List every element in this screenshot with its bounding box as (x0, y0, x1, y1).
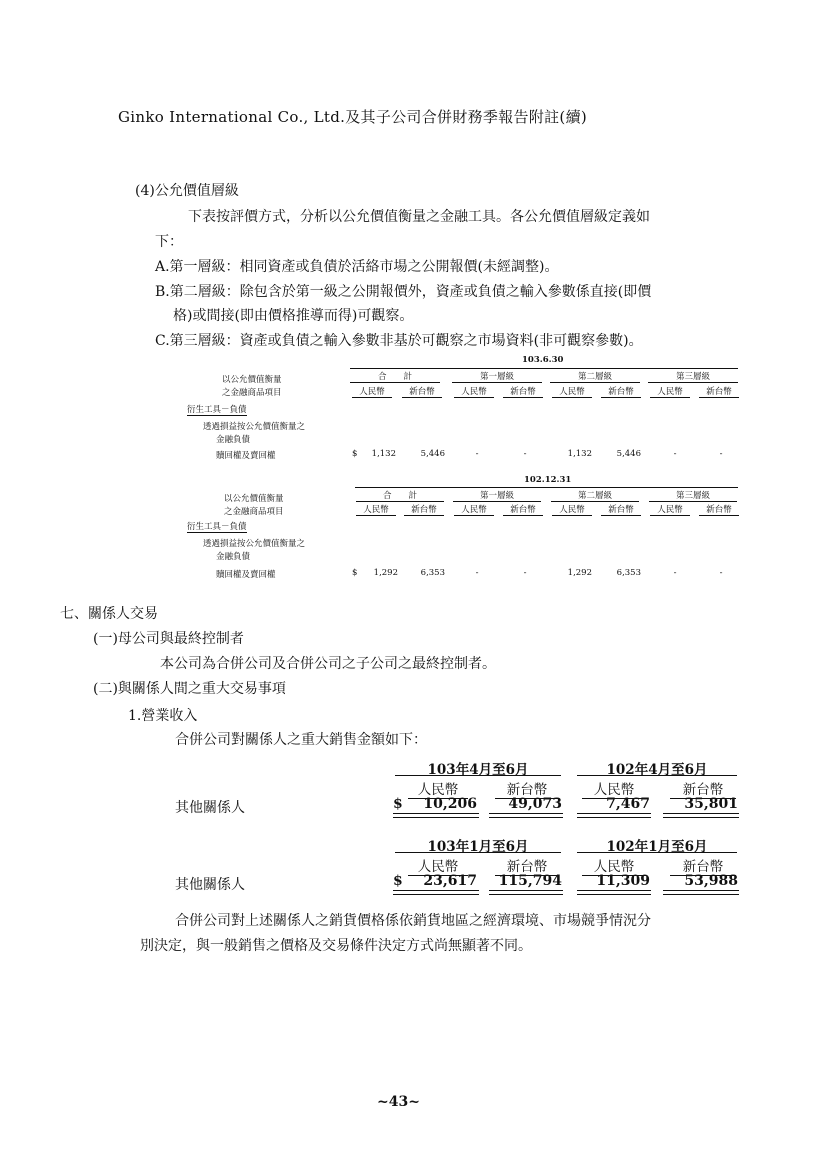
group-header: 第二層級 (577, 372, 612, 382)
period-header: 102年4月至6月 (606, 762, 708, 778)
currency-header: 人民幣 (352, 385, 392, 398)
table-cell: - (475, 449, 479, 459)
level-a-definition: A.第一層級：相同資產或負債於活絡市場之公開報價(未經調整)。 (155, 259, 559, 275)
table-cell: 5,446 (420, 449, 445, 459)
level-c-definition: C.第三層級：資產或負債之輸入參數非基於可觀察之市場資料(非可觀察參數)。 (155, 333, 643, 349)
table-cell: 6,353 (616, 568, 641, 578)
period-header: 103年1月至6月 (427, 839, 529, 855)
table-cell: - (719, 568, 723, 578)
dollar-sign: $ (352, 449, 358, 459)
currency-header: 人民幣 (650, 503, 690, 516)
group-header: 合 計 (377, 372, 412, 382)
subsection-1: (一)母公司與最終控制者 (93, 631, 244, 647)
row-header-1: 以公允價值衡量 (224, 494, 284, 504)
currency-header: 人民幣 (582, 855, 646, 876)
currency-header: 人民幣 (650, 385, 690, 398)
group-header: 合 計 (382, 491, 417, 501)
value-cell: 7,467 (606, 796, 650, 812)
table-cell: 6,353 (420, 568, 445, 578)
level-b-definition-2: 格)或間接(即由價格推導而得)可觀察。 (173, 308, 414, 324)
value-cell: 49,073 (508, 796, 562, 812)
item-label-1: 透過損益按公允價值衡量之 (203, 422, 306, 432)
item-label-1: 透過損益按公允價值衡量之 (203, 539, 306, 549)
currency-header: 人民幣 (552, 503, 592, 516)
item-label-2: 金融負債 (216, 435, 251, 445)
fair-value-intro-2: 下： (155, 234, 183, 250)
item-label-2: 金融負債 (216, 552, 251, 562)
currency-header: 新台幣 (404, 503, 444, 516)
row-header-1: 以公允價值衡量 (222, 375, 282, 385)
closing-text-2: 別決定，與一般銷售之價格及交易條件決定方式尚無顯著不同。 (140, 938, 532, 954)
dollar-sign: $ (352, 568, 358, 578)
table-cell: 1,132 (567, 449, 592, 459)
currency-header: 人民幣 (408, 778, 468, 799)
section-label: 衍生工具－負債 (187, 405, 247, 415)
currency-header: 新台幣 (699, 503, 739, 516)
row-header-2: 之金融商品項目 (222, 388, 282, 398)
currency-header: 新台幣 (495, 855, 559, 876)
item-label-3: 贖回權及賣回權 (216, 570, 276, 580)
currency-header: 人民幣 (454, 385, 494, 398)
section-label: 衍生工具－負債 (187, 522, 247, 532)
item-1-text: 合併公司對關係人之重大銷售金額如下： (175, 732, 427, 748)
currency-header: 人民幣 (454, 503, 494, 516)
period-header: 103年4月至6月 (427, 762, 529, 778)
currency-header: 人民幣 (582, 778, 646, 799)
currency-header: 人民幣 (408, 855, 468, 876)
group-header: 第一層級 (479, 372, 514, 382)
row-header-2: 之金融商品項目 (224, 507, 284, 517)
currency-header: 新台幣 (601, 503, 641, 516)
table-cell: 1,292 (567, 568, 592, 578)
section-heading: 七、關係人交易 (60, 606, 158, 622)
fair-value-intro-1: 下表按評價方式，分析以公允價值衡量之金融工具。各公允價值層級定義如 (188, 209, 650, 225)
table-cell: 1,292 (373, 568, 398, 578)
group-header: 第一層級 (479, 491, 514, 501)
currency-header: 新台幣 (601, 385, 641, 398)
group-header: 第二層級 (577, 491, 612, 501)
dollar-sign: $ (393, 796, 403, 812)
table-cell: 5,446 (616, 449, 641, 459)
item-1-heading: 1.營業收入 (128, 708, 198, 724)
currency-header: 新台幣 (670, 855, 736, 876)
table-cell: - (673, 568, 677, 578)
period-header: 102年1月至6月 (606, 839, 708, 855)
row-label: 其他關係人 (175, 800, 245, 816)
currency-header: 新台幣 (503, 385, 543, 398)
closing-text-1: 合併公司對上述關係人之銷貨價格係依銷貨地區之經濟環境、市場競爭情況分 (175, 913, 651, 929)
table-cell: - (475, 568, 479, 578)
table-cell: 1,132 (371, 449, 396, 459)
table-date: 103.6.30 (522, 355, 564, 365)
currency-header: 新台幣 (495, 778, 559, 799)
value-cell: 35,801 (684, 796, 738, 812)
dollar-sign: $ (393, 873, 403, 889)
subsection-2: (二)與關係人間之重大交易事項 (93, 681, 286, 697)
currency-header: 人民幣 (552, 385, 592, 398)
row-label: 其他關係人 (175, 877, 245, 893)
level-b-definition-1: B.第二層級：除包含於第一級之公開報價外，資產或負債之輸入參數係直接(即價 (155, 284, 652, 300)
group-header: 第三層級 (675, 372, 710, 382)
currency-header: 新台幣 (699, 385, 739, 398)
page-header: Ginko International Co., Ltd.及其子公司合併財務季報告附註(續) (118, 108, 588, 126)
currency-header: 新台幣 (503, 503, 543, 516)
table-cell: - (523, 568, 527, 578)
item-label-3: 贖回權及賣回權 (216, 451, 276, 461)
fair-value-heading: (4)公允價值層級 (135, 183, 239, 199)
value-cell: 11,309 (596, 873, 650, 889)
group-header: 第三層級 (675, 491, 710, 501)
page-number: ~43~ (377, 1094, 420, 1110)
table-date: 102.12.31 (524, 475, 572, 485)
subsection-1-text: 本公司為合併公司及合併公司之子公司之最終控制者。 (160, 656, 496, 672)
currency-header: 新台幣 (402, 385, 442, 398)
table-cell: - (523, 449, 527, 459)
value-cell: 23,617 (423, 873, 477, 889)
value-cell: 10,206 (423, 796, 477, 812)
currency-header: 人民幣 (356, 503, 396, 516)
table-cell: - (673, 449, 677, 459)
value-cell: 53,988 (684, 873, 738, 889)
currency-header: 新台幣 (670, 778, 736, 799)
table-cell: - (719, 449, 723, 459)
value-cell: 115,794 (498, 873, 562, 889)
